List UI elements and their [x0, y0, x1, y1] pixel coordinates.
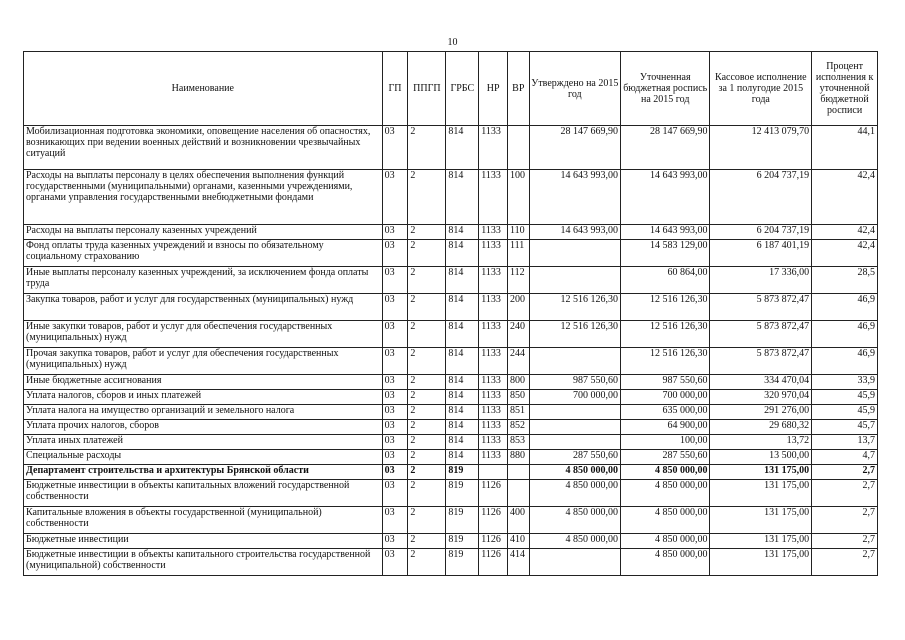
row-vr: 853	[508, 435, 530, 450]
row-cash: 17 336,00	[710, 267, 812, 294]
row-refined: 4 850 000,00	[621, 549, 710, 576]
row-approved: 14 643 993,00	[529, 170, 620, 225]
row-np: 1133	[479, 170, 508, 225]
row-name: Расходы на выплаты персоналу казенных учреждений	[24, 225, 383, 240]
row-grbs: 819	[446, 507, 479, 534]
row-ppgp: 2	[408, 450, 446, 465]
row-name: Мобилизационная подготовка экономики, оповещение населения об опасностях, возникающих при ведении военных действий и возникновении чрезвычайных ситуаций	[24, 126, 383, 170]
row-grbs: 819	[446, 465, 479, 480]
row-ppgp: 2	[408, 435, 446, 450]
row-name: Уплата налога на имущество организаций и земельного налога	[24, 405, 383, 420]
row-percent: 2,7	[812, 507, 878, 534]
row-percent: 46,9	[812, 294, 878, 321]
row-grbs: 814	[446, 390, 479, 405]
row-vr: 244	[508, 348, 530, 375]
row-name: Уплата налогов, сборов и иных платежей	[24, 390, 383, 405]
row-approved	[529, 549, 620, 576]
table-row	[24, 170, 878, 225]
row-refined: 14 583 129,00	[621, 240, 710, 267]
row-grbs: 814	[446, 375, 479, 390]
row-percent: 33,9	[812, 375, 878, 390]
table-row	[24, 267, 878, 294]
row-ppgp: 2	[408, 294, 446, 321]
row-gp: 03	[382, 126, 408, 170]
row-cash: 6 187 401,19	[710, 240, 812, 267]
row-grbs: 814	[446, 420, 479, 435]
row-refined: 287 550,60	[621, 450, 710, 465]
row-np: 1133	[479, 420, 508, 435]
row-approved: 28 147 669,90	[529, 126, 620, 170]
table-row	[24, 549, 878, 576]
table-row	[24, 321, 878, 348]
row-name: Уплата иных платежей	[24, 435, 383, 450]
row-name: Расходы на выплаты персоналу в целях обеспечения выполнения функций государственными (муниципальными) органами, казенными учреждениями, органами управления государственными внебюджетными фондами	[24, 170, 383, 225]
row-cash: 131 175,00	[710, 534, 812, 549]
row-approved: 4 850 000,00	[529, 507, 620, 534]
row-percent: 28,5	[812, 267, 878, 294]
row-ppgp: 2	[408, 390, 446, 405]
table-row	[24, 405, 878, 420]
header-gp: ГП	[382, 52, 408, 126]
row-name: Департамент строительства и архитектуры Брянской области	[24, 465, 383, 480]
row-refined: 4 850 000,00	[621, 507, 710, 534]
row-grbs: 814	[446, 348, 479, 375]
row-cash: 320 970,04	[710, 390, 812, 405]
table-row	[24, 390, 878, 405]
header-approved: Утверждено на 2015 год	[529, 52, 620, 126]
row-percent: 45,7	[812, 420, 878, 435]
row-percent: 2,7	[812, 549, 878, 576]
row-cash: 5 873 872,47	[710, 294, 812, 321]
row-ppgp: 2	[408, 534, 446, 549]
row-name: Специальные расходы	[24, 450, 383, 465]
table-row	[24, 465, 878, 480]
row-vr: 800	[508, 375, 530, 390]
row-percent: 42,4	[812, 225, 878, 240]
header-grbs: ГРБС	[446, 52, 479, 126]
row-cash: 6 204 737,19	[710, 225, 812, 240]
row-vr: 852	[508, 420, 530, 435]
table-row	[24, 294, 878, 321]
row-refined: 14 643 993,00	[621, 225, 710, 240]
row-refined: 28 147 669,90	[621, 126, 710, 170]
row-cash: 131 175,00	[710, 465, 812, 480]
row-refined: 635 000,00	[621, 405, 710, 420]
row-gp: 03	[382, 405, 408, 420]
row-approved: 4 850 000,00	[529, 465, 620, 480]
table-row	[24, 507, 878, 534]
table-row	[24, 435, 878, 450]
row-percent: 44,1	[812, 126, 878, 170]
row-np: 1126	[479, 534, 508, 549]
row-name: Бюджетные инвестиции	[24, 534, 383, 549]
row-approved: 987 550,60	[529, 375, 620, 390]
row-approved	[529, 435, 620, 450]
row-ppgp: 2	[408, 240, 446, 267]
page-number: 10	[447, 37, 458, 48]
row-name: Иные выплаты персоналу казенных учреждений, за исключением фонда оплаты труда	[24, 267, 383, 294]
row-approved: 700 000,00	[529, 390, 620, 405]
row-gp: 03	[382, 390, 408, 405]
row-cash: 131 175,00	[710, 549, 812, 576]
row-refined: 100,00	[621, 435, 710, 450]
table-row	[24, 450, 878, 465]
row-cash: 291 276,00	[710, 405, 812, 420]
row-refined: 4 850 000,00	[621, 480, 710, 507]
row-ppgp: 2	[408, 405, 446, 420]
row-refined: 4 850 000,00	[621, 465, 710, 480]
row-np: 1133	[479, 405, 508, 420]
row-gp: 03	[382, 450, 408, 465]
row-ppgp: 2	[408, 480, 446, 507]
row-ppgp: 2	[408, 321, 446, 348]
header-vr: ВР	[508, 52, 530, 126]
row-gp: 03	[382, 534, 408, 549]
row-approved: 287 550,60	[529, 450, 620, 465]
row-vr	[508, 480, 530, 507]
row-ppgp: 2	[408, 225, 446, 240]
row-percent: 4,7	[812, 450, 878, 465]
row-ppgp: 2	[408, 420, 446, 435]
row-ppgp: 2	[408, 465, 446, 480]
row-grbs: 814	[446, 267, 479, 294]
budget-table	[23, 51, 878, 576]
row-vr: 110	[508, 225, 530, 240]
row-ppgp: 2	[408, 507, 446, 534]
table-row	[24, 375, 878, 390]
row-refined: 12 516 126,30	[621, 294, 710, 321]
row-vr: 400	[508, 507, 530, 534]
row-name: Прочая закупка товаров, работ и услуг для обеспечения государственных (муниципальных) нужд	[24, 348, 383, 375]
row-np: 1133	[479, 348, 508, 375]
header-percent: Процент исполнения к уточненной бюджетной росписи	[812, 52, 878, 126]
row-gp: 03	[382, 549, 408, 576]
row-refined: 12 516 126,30	[621, 348, 710, 375]
row-np: 1133	[479, 267, 508, 294]
table-row	[24, 480, 878, 507]
row-np: 1133	[479, 435, 508, 450]
row-vr: 111	[508, 240, 530, 267]
row-cash: 13,72	[710, 435, 812, 450]
row-refined: 12 516 126,30	[621, 321, 710, 348]
row-cash: 334 470,04	[710, 375, 812, 390]
row-cash: 131 175,00	[710, 507, 812, 534]
row-gp: 03	[382, 465, 408, 480]
row-np: 1133	[479, 321, 508, 348]
row-np: 1133	[479, 375, 508, 390]
row-percent: 2,7	[812, 480, 878, 507]
row-approved: 4 850 000,00	[529, 480, 620, 507]
row-vr	[508, 465, 530, 480]
row-vr: 880	[508, 450, 530, 465]
row-cash: 5 873 872,47	[710, 321, 812, 348]
row-percent: 42,4	[812, 240, 878, 267]
row-grbs: 814	[446, 126, 479, 170]
row-grbs: 814	[446, 240, 479, 267]
row-percent: 45,9	[812, 390, 878, 405]
header-refined: Уточненная бюджетная роспись на 2015 год	[621, 52, 710, 126]
row-approved	[529, 348, 620, 375]
row-gp: 03	[382, 170, 408, 225]
row-approved	[529, 267, 620, 294]
row-np	[479, 465, 508, 480]
row-approved: 12 516 126,30	[529, 321, 620, 348]
table-row	[24, 534, 878, 549]
row-grbs: 814	[446, 321, 479, 348]
row-cash: 5 873 872,47	[710, 348, 812, 375]
row-grbs: 819	[446, 534, 479, 549]
row-name: Фонд оплаты труда казенных учреждений и взносы по обязательному социальному страхованию	[24, 240, 383, 267]
row-percent: 42,4	[812, 170, 878, 225]
row-approved	[529, 420, 620, 435]
row-percent: 2,7	[812, 465, 878, 480]
row-np: 1133	[479, 126, 508, 170]
row-np: 1126	[479, 480, 508, 507]
row-ppgp: 2	[408, 267, 446, 294]
row-cash: 29 680,32	[710, 420, 812, 435]
row-grbs: 814	[446, 294, 479, 321]
row-cash: 13 500,00	[710, 450, 812, 465]
header-row	[24, 52, 878, 126]
row-approved: 12 516 126,30	[529, 294, 620, 321]
row-np: 1133	[479, 450, 508, 465]
header-np: НР	[479, 52, 508, 126]
table-row	[24, 348, 878, 375]
row-np: 1126	[479, 507, 508, 534]
row-name: Уплата прочих налогов, сборов	[24, 420, 383, 435]
row-grbs: 819	[446, 480, 479, 507]
row-refined: 60 864,00	[621, 267, 710, 294]
row-gp: 03	[382, 507, 408, 534]
row-refined: 14 643 993,00	[621, 170, 710, 225]
row-grbs: 814	[446, 435, 479, 450]
row-gp: 03	[382, 321, 408, 348]
row-approved	[529, 405, 620, 420]
row-percent: 45,9	[812, 405, 878, 420]
table-row	[24, 225, 878, 240]
row-np: 1133	[479, 225, 508, 240]
table-row	[24, 126, 878, 170]
row-cash: 6 204 737,19	[710, 170, 812, 225]
row-refined: 987 550,60	[621, 375, 710, 390]
row-percent: 46,9	[812, 321, 878, 348]
row-vr: 100	[508, 170, 530, 225]
header-cash: Кассовое исполнение за 1 полугодие 2015 года	[710, 52, 812, 126]
row-gp: 03	[382, 480, 408, 507]
table-row	[24, 240, 878, 267]
row-percent: 13,7	[812, 435, 878, 450]
row-name: Иные бюджетные ассигнования	[24, 375, 383, 390]
row-approved: 4 850 000,00	[529, 534, 620, 549]
row-refined: 4 850 000,00	[621, 534, 710, 549]
row-percent: 2,7	[812, 534, 878, 549]
row-gp: 03	[382, 294, 408, 321]
row-cash: 12 413 079,70	[710, 126, 812, 170]
row-np: 1133	[479, 294, 508, 321]
row-ppgp: 2	[408, 126, 446, 170]
table-row	[24, 420, 878, 435]
row-vr: 410	[508, 534, 530, 549]
row-gp: 03	[382, 420, 408, 435]
row-ppgp: 2	[408, 348, 446, 375]
row-gp: 03	[382, 225, 408, 240]
row-gp: 03	[382, 267, 408, 294]
row-name: Закупка товаров, работ и услуг для государственных (муниципальных) нужд	[24, 294, 383, 321]
row-ppgp: 2	[408, 549, 446, 576]
row-refined: 700 000,00	[621, 390, 710, 405]
row-vr: 850	[508, 390, 530, 405]
row-name: Бюджетные инвестиции в объекты капитального строительства государственной (муниципальной) собственности	[24, 549, 383, 576]
row-name: Иные закупки товаров, работ и услуг для обеспечения государственных (муниципальных) нужд	[24, 321, 383, 348]
row-grbs: 814	[446, 170, 479, 225]
row-name: Бюджетные инвестиции в объекты капитальных вложений государственной собственности	[24, 480, 383, 507]
row-grbs: 814	[446, 405, 479, 420]
row-refined: 64 900,00	[621, 420, 710, 435]
row-np: 1133	[479, 390, 508, 405]
row-grbs: 814	[446, 225, 479, 240]
header-name: Наименование	[24, 52, 383, 126]
row-gp: 03	[382, 240, 408, 267]
row-approved	[529, 240, 620, 267]
row-gp: 03	[382, 375, 408, 390]
row-vr: 240	[508, 321, 530, 348]
row-ppgp: 2	[408, 170, 446, 225]
row-cash: 131 175,00	[710, 480, 812, 507]
row-grbs: 814	[446, 450, 479, 465]
row-vr: 112	[508, 267, 530, 294]
row-grbs: 819	[446, 549, 479, 576]
row-name: Капитальные вложения в объекты государственной (муниципальной) собственности	[24, 507, 383, 534]
row-vr: 414	[508, 549, 530, 576]
row-gp: 03	[382, 435, 408, 450]
row-ppgp: 2	[408, 375, 446, 390]
row-np: 1133	[479, 240, 508, 267]
row-vr: 200	[508, 294, 530, 321]
row-vr	[508, 126, 530, 170]
row-vr: 851	[508, 405, 530, 420]
row-gp: 03	[382, 348, 408, 375]
row-percent: 46,9	[812, 348, 878, 375]
row-approved: 14 643 993,00	[529, 225, 620, 240]
header-ppgp: ППГП	[408, 52, 446, 126]
row-np: 1126	[479, 549, 508, 576]
